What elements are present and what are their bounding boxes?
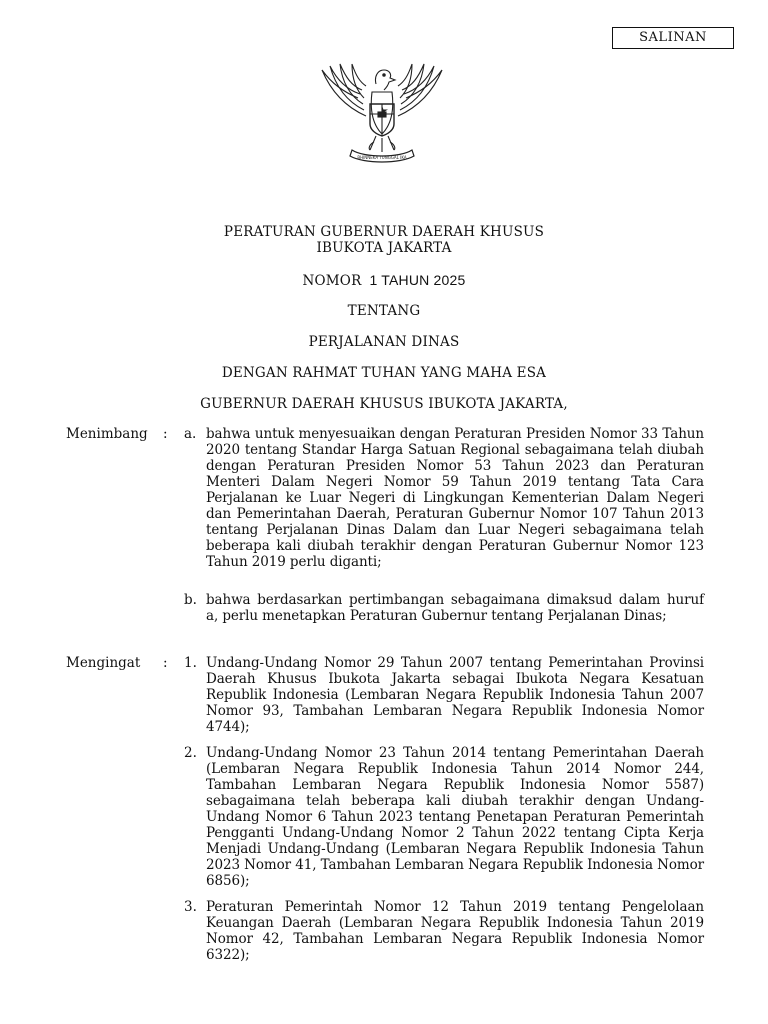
mengingat-item-2-text: Undang-Undang Nomor 23 Tahun 2014 tentang Pemerintahan Daerah (Lembaran Negara Republik Indonesia Tahun 2014 Nomor 244, Tambahan Lembaran Negara Republik Indonesia Nomor 5587) sebagaimana telah beberapa kali diubah terakhir dengan Undang-Undang Nomor 6 Tahun 2023 tentang Penetapan Peraturan Pemerintah Pengganti Undang-Undang Nomor 2 Tahun 2022 tentang Cipta Kerja Menjadi Undang-Undang (Lembaran Negara Republik Indonesia Tahun 2023 Nomor 41, Tambahan Lembaran Negara Republik Indonesia Nomor 6856); xyxy=(206,745,704,889)
garuda-pancasila-emblem-icon xyxy=(318,58,446,168)
mengingat-label: Mengingat xyxy=(66,655,141,671)
regulation-title-line2: IBUKOTA JAKARTA xyxy=(316,240,452,256)
menimbang-item-b-text: bahwa berdasarkan pertimbangan sebagaimana dimaksud dalam huruf a, perlu menetapkan Peraturan Gubernur tentang Perjalanan Dinas; xyxy=(206,592,704,624)
mengingat-item-1-text: Undang-Undang Nomor 29 Tahun 2007 tentang Pemerintahan Provinsi Daerah Khusus Ibukota Jakarta sebagai Ibukota Negara Kesatuan Republik Indonesia (Lembaran Negara Republik Indonesia Tahun 2007 Nomor 93, Tambahan Lembaran Negara Republik Indonesia Nomor 4744); xyxy=(206,655,704,735)
mengingat-colon: : xyxy=(163,655,168,671)
menimbang-item-b-marker: b. xyxy=(184,592,197,608)
tentang-heading: TENTANG xyxy=(347,303,421,319)
menimbang-colon: : xyxy=(163,426,168,442)
nomor-value: 1 TAHUN 2025 xyxy=(369,272,466,288)
mengingat-item-2-marker: 2. xyxy=(184,745,197,761)
mengingat-item-1-marker: 1. xyxy=(184,655,197,671)
menimbang-item-a-marker: a. xyxy=(184,426,197,442)
mengingat-item-3-marker: 3. xyxy=(184,899,197,915)
menimbang-item-a-text: bahwa untuk menyesuaikan dengan Peraturan Presiden Nomor 33 Tahun 2020 tentang Standar Harga Satuan Regional sebagaimana telah diubah dengan Peraturan Presiden Nomor 53 Tahun 2023 dan Peraturan Menteri Dalam Negeri Nomor 59 Tahun 2019 tentang Tata Cara Perjalanan ke Luar Negeri di Lingkungan Kementerian Dalam Negeri dan Pemerintahan Daerah, Peraturan Gubernur Nomor 107 Tahun 2013 tentang Perjalanan Dinas Dalam dan Luar Negeri sebagaimana telah beberapa kali diubah terakhir dengan Peraturan Gubernur Nomor 123 Tahun 2019 perlu diganti; xyxy=(206,426,704,570)
emblem-motto: BHINNEKA TUNGGAL IKA xyxy=(357,155,407,160)
mengingat-item-3-text: Peraturan Pemerintah Nomor 12 Tahun 2019 tentang Pengelolaan Keuangan Daerah (Lembaran Negara Republik Indonesia Tahun 2019 Nomor 42, Tambahan Lembaran Negara Republik Indonesia Nomor 6322); xyxy=(206,899,704,963)
invocation: DENGAN RAHMAT TUHAN YANG MAHA ESA xyxy=(221,365,547,381)
salinan-stamp: SALINAN xyxy=(612,27,734,49)
regulation-subject: PERJALANAN DINAS xyxy=(308,334,460,350)
issuer-line: GUBERNUR DAERAH KHUSUS IBUKOTA JAKARTA, xyxy=(200,396,568,412)
nomor-label: NOMOR xyxy=(302,273,362,289)
regulation-number xyxy=(0,272,768,289)
regulation-title-line1: PERATURAN GUBERNUR DAERAH KHUSUS xyxy=(223,224,545,240)
menimbang-label: Menimbang xyxy=(66,426,148,442)
